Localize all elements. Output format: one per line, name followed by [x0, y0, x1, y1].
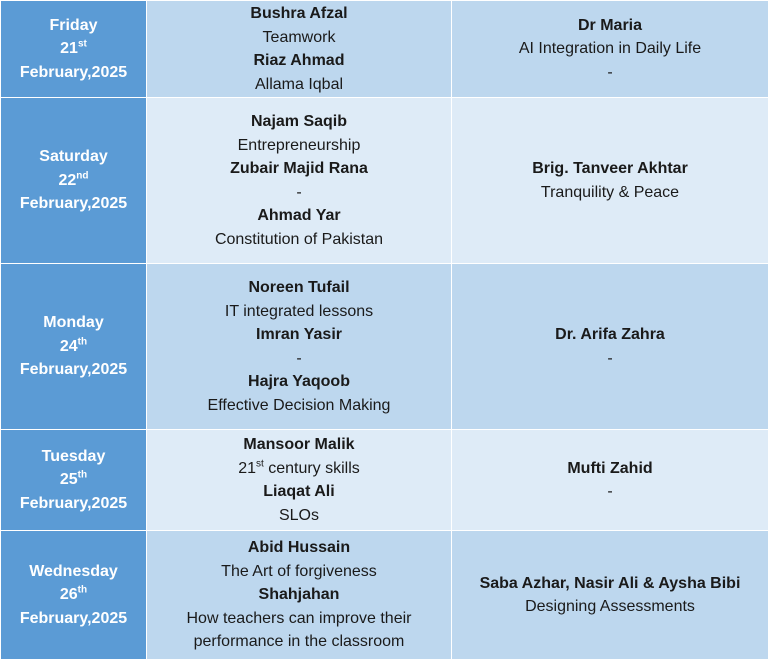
weekday: Friday	[5, 14, 142, 38]
day-number: 24	[60, 338, 78, 355]
session-topic: SLOs	[151, 504, 447, 528]
speaker-name: Zubair Majid Rana	[151, 157, 447, 181]
session-cell	[147, 98, 452, 264]
speaker-name: Noreen Tufail	[151, 276, 447, 300]
day-number: 21	[60, 40, 78, 57]
day-number: 22	[58, 172, 76, 189]
table-row	[1, 264, 768, 430]
day-suffix: st	[78, 39, 87, 50]
session-cell	[452, 430, 768, 531]
weekday: Tuesday	[5, 445, 142, 469]
date	[5, 583, 142, 607]
day-suffix: nd	[76, 170, 88, 181]
session-topic: -	[456, 480, 764, 504]
speaker-name: Brig. Tanveer Akhtar	[456, 157, 764, 181]
date	[5, 335, 142, 359]
session-cell	[452, 531, 768, 660]
session-cell	[147, 430, 452, 531]
speaker-name: Najam Saqib	[151, 110, 447, 134]
session-topic: -	[151, 181, 447, 205]
month-year: February,2025	[5, 192, 142, 216]
month-year: February,2025	[5, 607, 142, 631]
session-topic: Allama Iqbal	[151, 73, 447, 97]
table-row	[1, 531, 768, 660]
weekday: Wednesday	[5, 560, 142, 584]
day-number: 25	[60, 471, 78, 488]
table-row	[1, 430, 768, 531]
month-year: February,2025	[5, 358, 142, 382]
date	[5, 468, 142, 492]
day-suffix: th	[78, 585, 87, 596]
speaker-name: Riaz Ahmad	[151, 49, 447, 73]
speaker-name: Mufti Zahid	[456, 457, 764, 481]
day-cell	[1, 430, 147, 531]
session-topic: Teamwork	[151, 26, 447, 50]
session-topic	[151, 457, 447, 481]
speaker-name: Hajra Yaqoob	[151, 370, 447, 394]
day-cell	[1, 264, 147, 430]
weekday: Monday	[5, 311, 142, 335]
topic-suffix: st	[256, 458, 264, 469]
session-topic: Entrepreneurship	[151, 134, 447, 158]
session-topic: IT integrated lessons	[151, 300, 447, 324]
session-topic-line-1: How teachers can improve their	[151, 607, 447, 631]
day-cell	[1, 1, 147, 98]
session-topic: AI Integration in Daily Life	[456, 37, 764, 61]
weekday: Saturday	[5, 145, 142, 169]
session-topic: -	[456, 61, 764, 85]
session-topic: Effective Decision Making	[151, 394, 447, 418]
day-suffix: th	[78, 470, 87, 481]
session-cell	[452, 98, 768, 264]
session-topic-line-2: performance in the classroom	[151, 630, 447, 654]
topic-rest: century skills	[264, 460, 360, 477]
day-cell	[1, 98, 147, 264]
session-topic: -	[456, 347, 764, 371]
speaker-name: Bushra Afzal	[151, 2, 447, 26]
session-topic: -	[151, 347, 447, 371]
topic-number: 21	[238, 460, 256, 477]
session-cell	[147, 1, 452, 98]
session-cell	[452, 1, 768, 98]
speaker-name: Dr Maria	[456, 14, 764, 38]
speaker-name: Ahmad Yar	[151, 204, 447, 228]
session-topic: Designing Assessments	[456, 595, 764, 619]
date	[5, 169, 142, 193]
speaker-name: Imran Yasir	[151, 323, 447, 347]
speaker-name: Abid Hussain	[151, 536, 447, 560]
day-number: 26	[60, 586, 78, 603]
speaker-name: Shahjahan	[151, 583, 447, 607]
session-topic: Tranquility & Peace	[456, 181, 764, 205]
table-row	[1, 98, 768, 264]
session-cell	[147, 531, 452, 660]
session-cell	[147, 264, 452, 430]
table-row	[1, 1, 768, 98]
day-cell	[1, 531, 147, 660]
session-topic: The Art of forgiveness	[151, 560, 447, 584]
speaker-name: Mansoor Malik	[151, 433, 447, 457]
speaker-name: Liaqat Ali	[151, 480, 447, 504]
speaker-name: Saba Azhar, Nasir Ali & Aysha Bibi	[456, 572, 764, 596]
session-cell	[452, 264, 768, 430]
day-suffix: th	[78, 336, 87, 347]
session-topic: Constitution of Pakistan	[151, 228, 447, 252]
date	[5, 37, 142, 61]
month-year: February,2025	[5, 492, 142, 516]
month-year: February,2025	[5, 61, 142, 85]
speaker-name: Dr. Arifa Zahra	[456, 323, 764, 347]
